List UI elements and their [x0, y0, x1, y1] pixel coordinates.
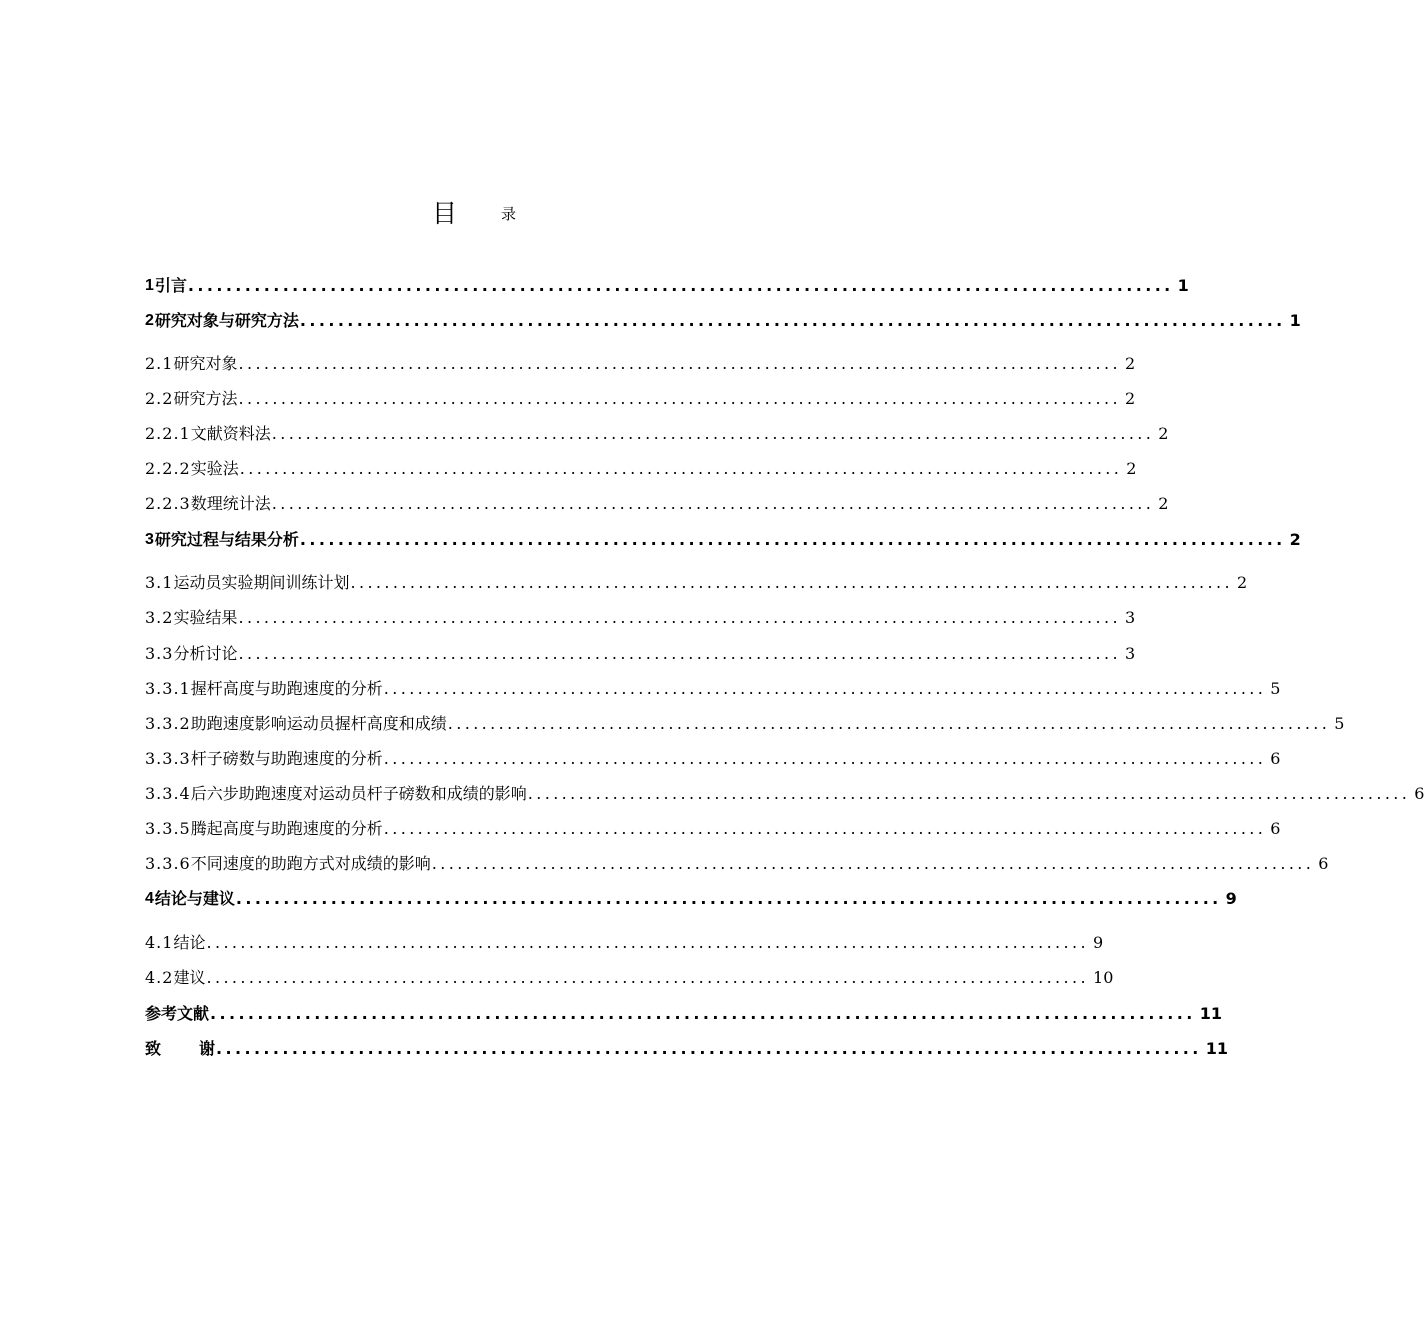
toc-entry-references[interactable]	[145, 1000, 1223, 1024]
toc-entry-title: 实验结果	[173, 608, 238, 627]
toc-entry-2[interactable]	[145, 307, 1301, 331]
toc-entry-number: 3.1	[145, 573, 174, 592]
toc-entry-4-1[interactable]	[145, 929, 1104, 953]
toc-entry-2-1[interactable]	[145, 350, 1136, 374]
toc-entry-title: 引言	[154, 276, 187, 295]
toc-leader-dots: ........................................................................................................	[187, 276, 1174, 295]
toc-entry-number: 3.3	[145, 644, 174, 663]
toc-entry-number: 3.3.2	[145, 714, 191, 733]
toc-entry-2-2[interactable]	[145, 385, 1136, 409]
toc-entry-number: 3.3.5	[145, 819, 191, 838]
toc-leader-dots: ........................................................................................................	[239, 459, 1123, 478]
toc-entry-page: 11	[1205, 1039, 1229, 1058]
toc-leader-dots: ........................................................................................................	[383, 749, 1267, 768]
toc-leader-dots: ........................................................................................................	[299, 311, 1286, 330]
toc-entry-page: 2	[1125, 389, 1136, 408]
toc-entry-page: 2	[1289, 530, 1301, 549]
toc-entry-title: 研究方法	[173, 389, 238, 408]
toc-entry-page: 6	[1270, 749, 1281, 768]
toc-entry-title: 数理统计法	[190, 494, 271, 513]
toc-leader-dots: ........................................................................................................	[299, 530, 1286, 549]
toc-leader-dots: ........................................................................................................	[238, 354, 1122, 373]
toc-entry-title: 运动员实验期间训练计划	[173, 573, 350, 592]
toc-leader-dots: ........................................................................................................	[206, 933, 1090, 952]
toc-entry-page: 11	[1199, 1004, 1223, 1023]
toc-entry-4[interactable]	[145, 885, 1237, 909]
toc-title-char-1: 目	[432, 199, 458, 228]
toc-entry-number: 3	[145, 531, 155, 548]
toc-entry-4-2[interactable]	[145, 964, 1114, 988]
toc-entry-1[interactable]	[145, 272, 1189, 296]
toc-entry-title	[145, 1039, 215, 1059]
toc-entry-title: 杆子磅数与助跑速度的分析	[190, 749, 383, 768]
toc-entry-title: 实验法	[190, 459, 239, 478]
ack-char-2: 谢	[199, 1039, 216, 1058]
toc-entry-title: 参考文献	[145, 1004, 210, 1023]
toc-leader-dots: ........................................................................................................	[383, 679, 1267, 698]
toc-entry-title: 研究对象与研究方法	[154, 311, 299, 330]
toc-entry-3-3-1[interactable]	[145, 675, 1281, 699]
toc-entry-3[interactable]	[145, 526, 1301, 550]
toc-entry-page: 6	[1270, 819, 1281, 838]
toc-entry-title: 助跑速度影响运动员握杆高度和成绩	[190, 714, 447, 733]
toc-entry-number: 3.3.1	[145, 679, 191, 698]
toc-entry-2-2-2[interactable]	[145, 455, 1137, 479]
toc-entry-page: 2	[1237, 573, 1248, 592]
toc-entry-number: 4.1	[145, 933, 174, 952]
toc-entry-number: 1	[145, 277, 155, 294]
toc-entry-3-3-4[interactable]	[145, 780, 1424, 804]
toc-leader-dots: ........................................................................................................	[216, 1039, 1202, 1058]
toc-entry-title: 分析讨论	[173, 644, 238, 663]
toc-leader-dots: ........................................................................................................	[238, 644, 1122, 663]
toc-entry-title: 后六步助跑速度对运动员杆子磅数和成绩的影响	[190, 784, 527, 803]
toc-leader-dots: ........................................................................................................	[350, 573, 1234, 592]
toc-title-char-2: 录	[501, 205, 517, 223]
toc-entry-page: 6	[1414, 784, 1424, 803]
toc-entry-page: 2	[1125, 354, 1136, 373]
toc-leader-dots: ........................................................................................................	[238, 608, 1122, 627]
toc-leader-dots: ........................................................................................................	[383, 819, 1267, 838]
toc-entry-title: 研究对象	[173, 354, 238, 373]
toc-entry-number: 2.2	[145, 389, 174, 408]
toc-entry-page: 1	[1177, 276, 1189, 295]
toc-entry-page: 9	[1225, 889, 1237, 908]
toc-entry-number: 3.2	[145, 608, 174, 627]
toc-entry-page: 2	[1126, 459, 1137, 478]
toc-entry-3-1[interactable]	[145, 569, 1248, 593]
toc-leader-dots: ........................................................................................................	[206, 968, 1090, 987]
toc-entry-title: 结论	[173, 933, 206, 952]
toc-entry-page: 2	[1158, 424, 1169, 443]
toc-entry-title: 研究过程与结果分析	[154, 530, 299, 549]
toc-entry-number: 3.3.3	[145, 749, 191, 768]
toc-leader-dots: ........................................................................................................	[431, 854, 1315, 873]
toc-entry-page: 9	[1093, 933, 1104, 952]
toc-leader-dots: ........................................................................................................	[235, 889, 1222, 908]
toc-entry-number: 2.2.3	[145, 494, 191, 513]
toc-entry-page: 10	[1093, 968, 1114, 987]
toc-entry-page: 3	[1125, 644, 1136, 663]
toc-entry-number: 2.2.2	[145, 459, 191, 478]
toc-leader-dots: ........................................................................................................	[210, 1004, 1196, 1023]
toc-entry-page: 2	[1158, 494, 1169, 513]
toc-entry-number: 3.3.4	[145, 784, 191, 803]
toc-entry-title: 不同速度的助跑方式对成绩的影响	[190, 854, 431, 873]
toc-entry-number: 2.2.1	[145, 424, 191, 443]
toc-entry-number: 4.2	[145, 968, 174, 987]
toc-leader-dots: ........................................................................................................	[238, 389, 1122, 408]
toc-entry-2-2-1[interactable]	[145, 420, 1169, 444]
toc-entry-title: 建议	[173, 968, 206, 987]
toc-leader-dots: ........................................................................................................	[527, 784, 1411, 803]
toc-entry-number: 4	[145, 890, 155, 907]
toc-entry-page: 3	[1125, 608, 1136, 627]
toc-entry-3-3-2[interactable]	[145, 710, 1345, 734]
toc-entry-number: 3.3.6	[145, 854, 191, 873]
ack-char-1: 致	[145, 1039, 162, 1058]
toc-entry-page: 5	[1270, 679, 1281, 698]
toc-entry-3-3-5[interactable]	[145, 815, 1281, 839]
toc-entry-3-3-3[interactable]	[145, 745, 1281, 769]
toc-entry-3-3-6[interactable]	[145, 850, 1329, 874]
toc-entry-acknowledgements[interactable]	[145, 1035, 1229, 1059]
toc-entry-3-3[interactable]	[145, 640, 1136, 664]
toc-title	[0, 190, 950, 230]
toc-entry-page: 6	[1318, 854, 1329, 873]
toc-entry-number: 2.1	[145, 354, 174, 373]
toc-leader-dots: ........................................................................................................	[447, 714, 1331, 733]
toc-entry-title: 腾起高度与助跑速度的分析	[190, 819, 383, 838]
toc-leader-dots: ........................................................................................................	[271, 494, 1155, 513]
toc-entry-number: 2	[145, 312, 155, 329]
toc-leader-dots: ........................................................................................................	[271, 424, 1155, 443]
toc-entry-3-2[interactable]	[145, 604, 1136, 628]
toc-entry-page: 5	[1334, 714, 1345, 733]
toc-entry-title: 结论与建议	[154, 889, 235, 908]
toc-entry-page: 1	[1289, 311, 1301, 330]
toc-entry-title: 文献资料法	[190, 424, 271, 443]
toc-entry-2-2-3[interactable]	[145, 490, 1169, 514]
toc-entry-title: 握杆高度与助跑速度的分析	[190, 679, 383, 698]
